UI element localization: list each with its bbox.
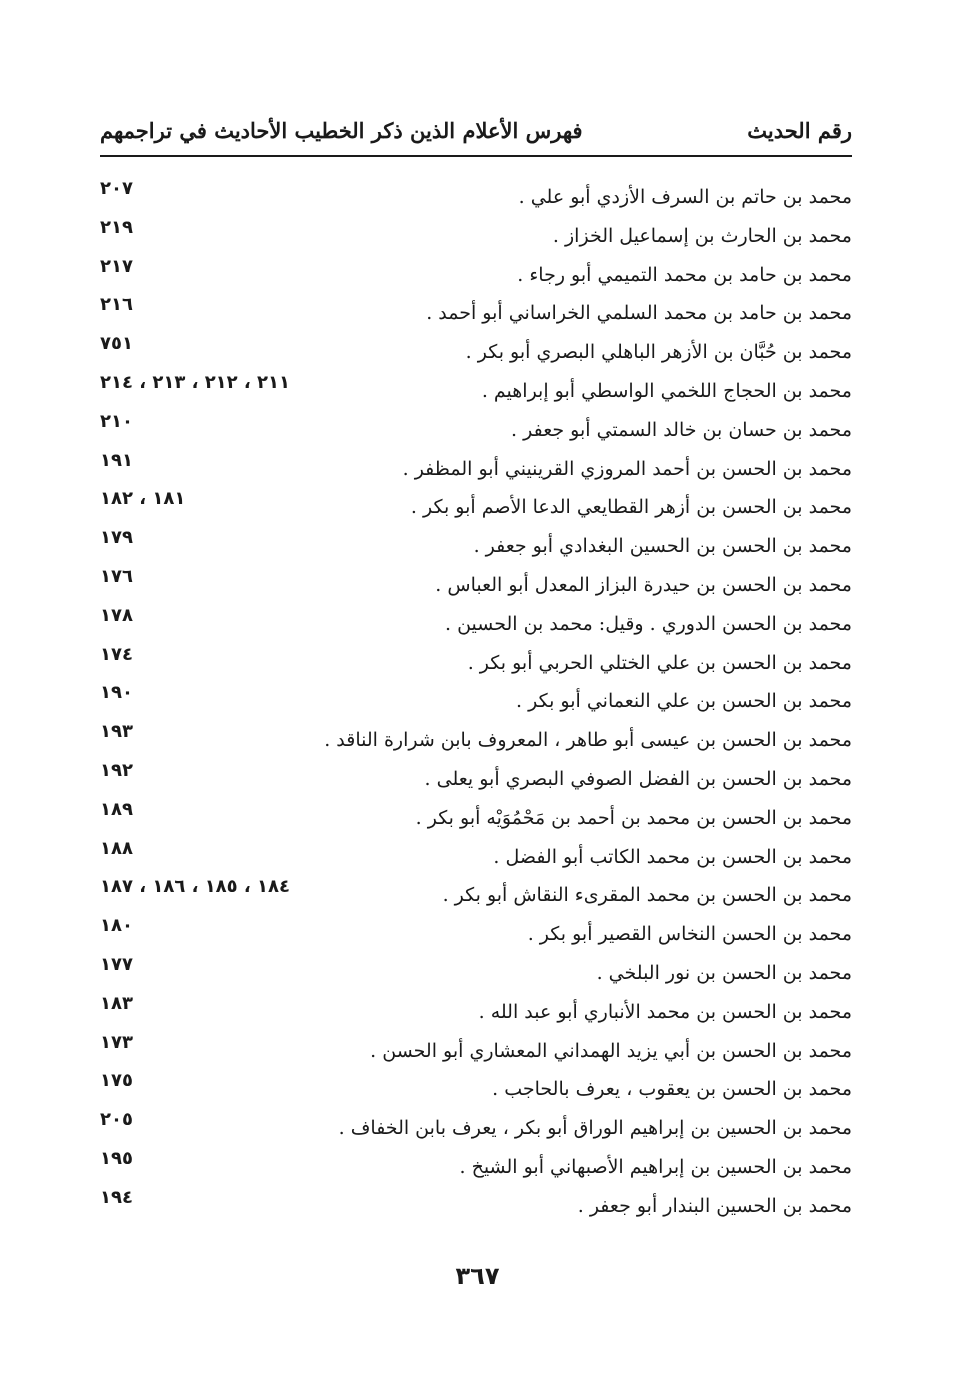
hadith-number: ١٧٩ [100, 527, 133, 549]
person-name: محمد بن الحسن بن الحسين البغدادي أبو جعفر . [473, 535, 852, 558]
person-name: محمد بن الحجاج اللخمي الواسطي أبو إبراهيم . [481, 379, 852, 402]
index-entry [100, 1146, 852, 1185]
hadith-number: ٢١٩ [100, 216, 133, 238]
person-name: محمد بن الحسن بن محمد الكاتب أبو الفضل . [493, 845, 852, 868]
index-entry [100, 913, 852, 952]
hadith-number: ٢٠٧ [100, 178, 133, 199]
header-column-label: رقم الحديث [747, 117, 852, 143]
person-name: محمد بن الحسين بن إبراهيم الوراق أبو بكر ، يعرف بابن الخفاف . [338, 1117, 852, 1140]
hadith-number: ١٨٤ ، ١٨٥ ، ١٨٦ ، ١٨٧ [100, 876, 290, 898]
hadith-number: ١٧٧ [100, 953, 133, 975]
index-entry [100, 758, 852, 797]
hadith-number: ١٩٣ [100, 721, 133, 743]
index-entries [100, 176, 852, 1224]
index-entry [100, 1107, 852, 1146]
index-entry [100, 797, 852, 836]
hadith-number: ٢١١ ، ٢١٢ ، ٢١٣ ، ٢١٤ [100, 371, 290, 393]
index-entry [100, 1068, 852, 1107]
index-entry [100, 215, 852, 254]
person-name: محمد بن الحسن بن يعقوب ، يعرف بالحاجب . [492, 1078, 852, 1101]
hadith-number: ١٧٣ [100, 1031, 133, 1053]
person-name: محمد بن الحسن بن عيسى أبو طاهر ، المعروف بابن شرارة الناقد . [324, 729, 852, 752]
page-number: ٣٦٧ [455, 1262, 500, 1290]
person-name: محمد بن الحسن بن أحمد المروزي القرينيني أبو المظفر . [402, 457, 852, 480]
person-name: محمد بن حامد بن محمد السلمي الخراساني أبو أحمد . [426, 302, 852, 325]
person-name: محمد بن حامد بن محمد التميمي أبو رجاء . [517, 263, 852, 286]
person-name: محمد بن الحسن بن محمد بن أحمد بن مَحْمُوَيْه أبو بكر . [415, 806, 852, 829]
index-entry [100, 642, 852, 681]
hadith-number: ١٧٦ [100, 565, 133, 587]
person-name: محمد بن الحسن بن الفضل الصوفي البصري أبو يعلى . [424, 767, 852, 790]
person-name: محمد بن الحسن بن محمد الأنباري أبو عبد الله . [478, 1000, 852, 1023]
hadith-number: ١٩٢ [100, 759, 133, 781]
person-name: محمد بن الحارث بن إسماعيل الخزاز . [552, 224, 852, 247]
hadith-number: ١٨٣ [100, 992, 133, 1014]
person-name: محمد بن الحسن بن محمد المقرىء النقاش أبو بكر . [442, 884, 852, 907]
hadith-number: ١٧٥ [100, 1070, 133, 1092]
hadith-number: ٢٠٥ [100, 1109, 133, 1131]
index-entry [100, 331, 852, 370]
index-entry [100, 176, 852, 215]
hadith-number: ١٨٩ [100, 798, 133, 820]
header-rule [100, 155, 852, 157]
index-entry [100, 719, 852, 758]
hadith-number: ١٩١ [100, 449, 133, 471]
index-entry [100, 952, 852, 991]
index-entry [100, 448, 852, 487]
person-name: محمد بن الحسين البندار أبو جعفر . [577, 1194, 852, 1217]
index-entry [100, 409, 852, 448]
index-entry [100, 991, 852, 1030]
person-name: محمد بن الحسن الدوري . وقيل: محمد بن الحسين . [444, 612, 852, 635]
hadith-number: ٢١٠ [100, 410, 133, 432]
hadith-number: ١٨٨ [100, 837, 133, 859]
person-name: محمد بن الحسن بن نور البلخي . [596, 961, 852, 984]
hadith-number: ١٨١ ، ١٨٢ [100, 488, 186, 510]
index-entry [100, 525, 852, 564]
hadith-number: ١٧٨ [100, 604, 133, 626]
index-entry [100, 370, 852, 409]
person-name: محمد بن الحسين بن إبراهيم الأصبهاني أبو الشيخ . [459, 1155, 852, 1178]
person-name: محمد بن الحسن النخاس القصير أبو بكر . [527, 923, 852, 946]
index-entry [100, 564, 852, 603]
person-name: محمد بن الحسن بن حيدرة البزاز المعدل أبو العباس . [435, 573, 852, 596]
header-title: فهرس الأعلام الذين ذكر الخطيب الأحاديث في تراجمهم [100, 117, 583, 143]
hadith-number: ١٨٠ [100, 915, 133, 937]
index-entry [100, 1030, 852, 1069]
person-name: محمد بن الحسن بن أبي يزيد الهمداني المعشاري أبو الحسن . [370, 1039, 852, 1062]
index-entry [100, 292, 852, 331]
person-name: محمد بن حاتم بن السرف الأزدي أبو علي . [518, 186, 852, 208]
index-entry [100, 680, 852, 719]
hadith-number: ١٩٥ [100, 1147, 133, 1169]
person-name: محمد بن حُبَّان بن الأزهر الباهلي البصري أبو بكر . [465, 341, 852, 364]
hadith-number: ١٩٤ [100, 1186, 133, 1208]
index-entry [100, 1185, 852, 1224]
hadith-number: ٧٥١ [100, 333, 133, 355]
person-name: محمد بن الحسن بن أزهر القطايعي الدعا الأصم أبو بكر . [410, 496, 852, 519]
hadith-number: ١٩٠ [100, 682, 133, 704]
index-entry [100, 603, 852, 642]
hadith-number: ١٧٤ [100, 643, 133, 665]
hadith-number: ٢١٧ [100, 255, 133, 277]
person-name: محمد بن الحسن بن علي الختلي الحربي أبو بكر . [467, 651, 852, 674]
person-name: محمد بن الحسن بن علي النعماني أبو بكر . [516, 690, 852, 713]
index-entry [100, 254, 852, 293]
index-entry [100, 874, 852, 913]
hadith-number: ٢١٦ [100, 294, 133, 316]
page-header [100, 112, 852, 148]
index-entry [100, 486, 852, 525]
index-entry [100, 836, 852, 875]
person-name: محمد بن حسان بن خالد السمتي أبو جعفر . [511, 418, 852, 441]
